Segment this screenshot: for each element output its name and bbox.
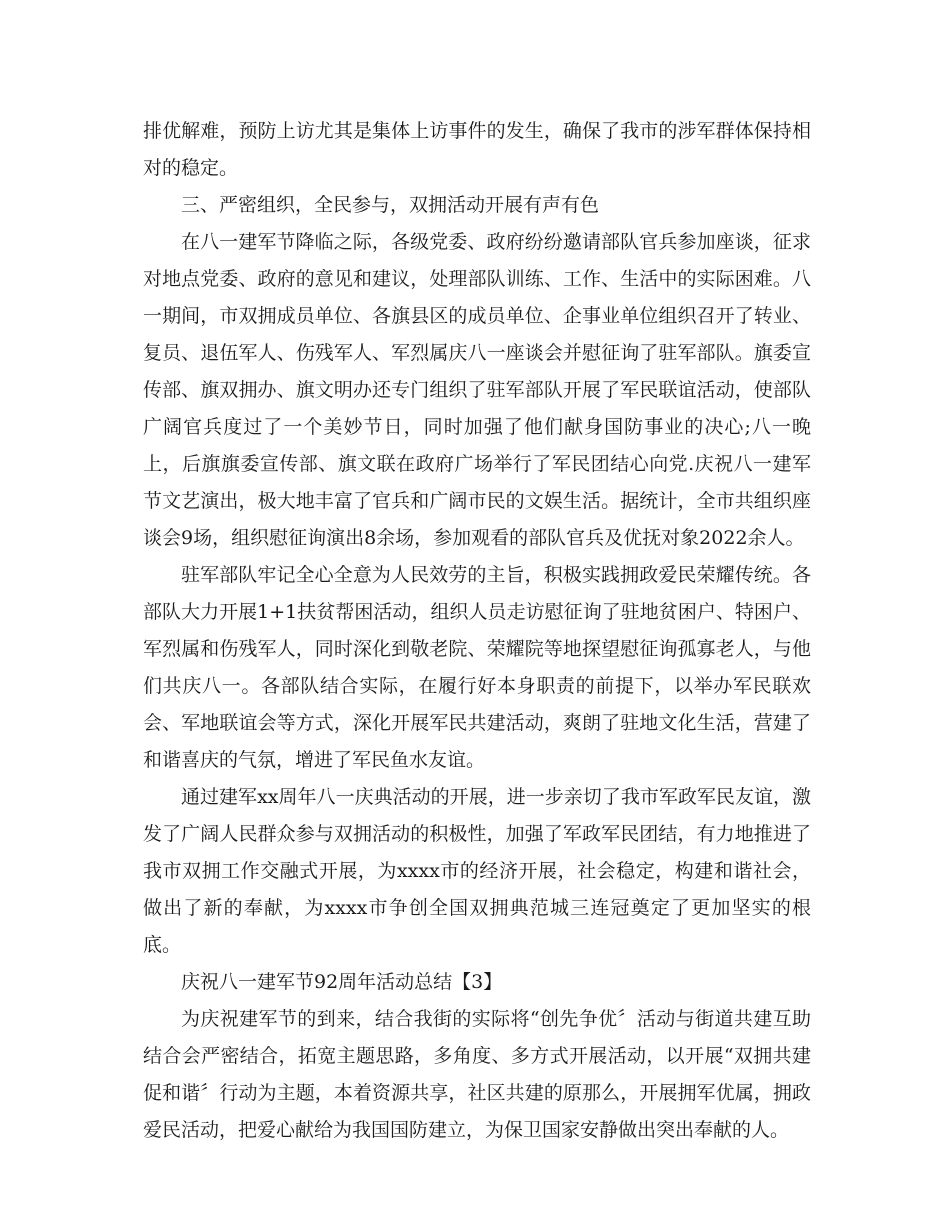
document-body [143,113,811,1149]
section-heading-part-3: 庆祝八一建军节92周年活动总结【3】 [181,971,503,993]
paragraph-continuation: 排优解难，预防上访尤其是集体上访事件的发生，确保了我市的涉军群体保持相对的稳定。 [143,120,811,179]
section-heading-3: 三、严密组织，全民参与，双拥活动开展有声有色 [181,194,600,216]
paragraph-summary-results: 通过建军xx周年八一庆典活动的开展，进一步亲切了我市军政军民友谊，激发了广阔人民群众参与双拥活动的积极性，加强了军政军民团结，有力地推进了我市双拥工作交融式开展，为xxxx市的经济开展，社会稳定，构建和谐社会，做出了新的奉献，为xxxx市争创全国双拥典范城三连冠奠定了更加坚实的根底。 [143,786,811,956]
paragraph-celebration-events: 在八一建军节降临之际，各级党委、政府纷纷邀请部队官兵参加座谈，征求对地点党委、政府的意见和建议，处理部队训练、工作、生活中的实际困难。八一期间，市双拥成员单位、各旗县区的成员单位、企事业单位组织召开了转业、复员、退伍军人、伤残军人、军烈属庆八一座谈会并慰征询了驻军部队。旗委宣传部、旗双拥办、旗文明办还专门组织了驻军部队开展了军民联谊活动，使部队广阔官兵度过了一个美妙节日，同时加强了他们献身国防事业的决心;八一晚上，后旗旗委宣传部、旗文联在政府广场举行了军民团结心向党.庆祝八一建军节文艺演出，极大地丰富了官兵和广阔市民的文娱生活。据统计，全市共组织座谈会9场，组织慰征询演出8余场，参加观看的部队官兵及优抚对象2022余人。 [143,231,811,549]
paragraph-army-support: 驻军部队牢记全心全意为人民效劳的主旨，积极实践拥政爱民荣耀传统。各部队大力开展1+1扶贫帮困活动，组织人员走访慰征询了驻地贫困户、特困户、军烈属和伤残军人，同时深化到敬老院、荣耀院等地探望慰征询孤寡老人，与他们共庆八一。各部队结合实际，在履行好本身职责的前提下，以举办军民联欢会、军地联谊会等方式，深化开展军民共建活动，爽朗了驻地文化生活，营建了和谐喜庆的气氛，增进了军民鱼水友谊。 [143,564,811,771]
paragraph-street-activities: 为庆祝建军节的到来，结合我街的实际将“创先争优〞活动与街道共建互助结合会严密结合，拓宽主题思路，多角度、多方式开展活动，以开展“双拥共建促和谐〞行动为主题，本着资源共享，社区共建的原那么，开展拥军优属，拥政爱民活动，把爱心献给为我国国防建立，为保卫国家安静做出突出奉献的人。 [143,1008,811,1141]
